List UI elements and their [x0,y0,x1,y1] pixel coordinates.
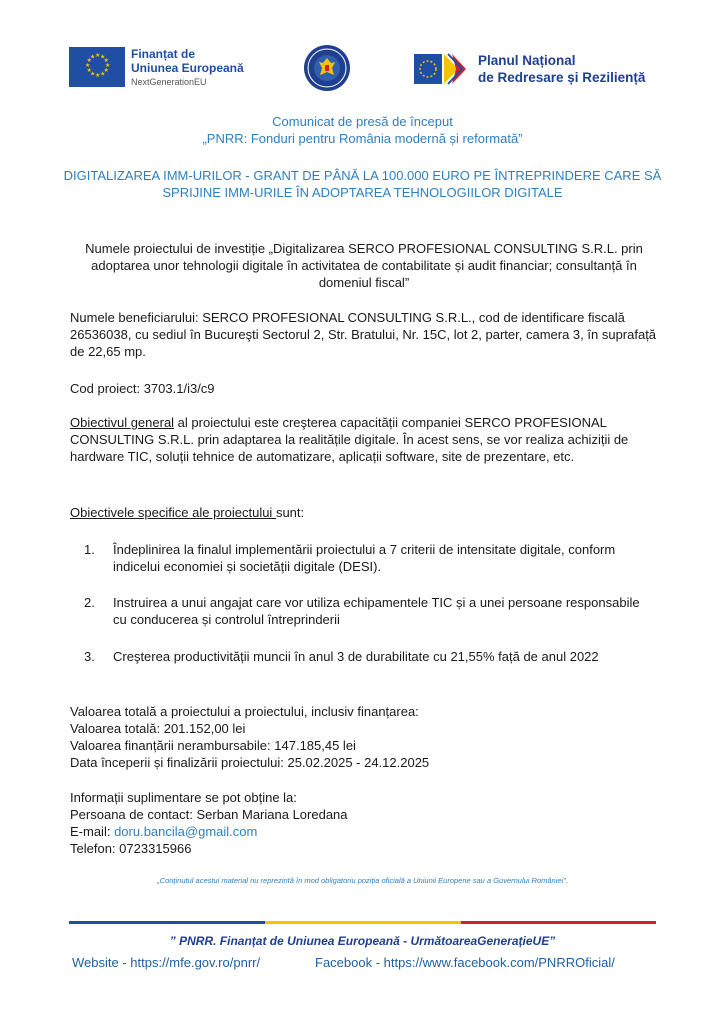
svg-text:★: ★ [86,67,92,74]
press-release-subtitle [60,113,665,147]
svg-text:★: ★ [105,62,111,69]
contact-intro: Informații suplimentare se pot obține la: [70,790,297,805]
email-link[interactable]: doru.bancila@gmail.com [114,824,258,839]
list-item-number: 3. [84,649,95,664]
footer-bar-yellow [265,921,461,924]
list-item-text: Creşterea productivității muncii în anul 3 de durabilitate cu 21,55% față de anul 2022 [113,649,599,664]
project-values [70,703,429,771]
svg-text:★: ★ [85,62,91,69]
general-objective-text: al proiectului este creşterea capacității companiei SERCO PROFESIONAL CONSULTING S.R.L. prin adaptarea la realitățile digitale. În acest sens, se vor realiza achiziții de hardware TIC, soluții tehnice de automatizare, aplicații software, site de prezentare, etc. [70,415,629,464]
eu-logo-line2: Uniunea Europeană [131,61,244,75]
svg-text:★: ★ [100,53,106,61]
facebook-link[interactable]: Facebook - https://www.facebook.com/PNRROficial/ [315,955,615,970]
specific-objectives-heading [70,504,304,521]
footer-bar-blue [69,921,265,924]
project-code: Cod proiect: 3703.1/i3/c9 [70,381,215,396]
subtitle-line1: Comunicat de presă de început [272,114,453,129]
subtitle-line2: „PNRR: Fonduri pentru România modernă și reformată” [202,131,523,146]
svg-text:★: ★ [95,72,101,79]
pnrr-logo-line1: Planul Național [478,53,576,68]
press-release-title: DIGITALIZAREA IMM-URILOR - GRANT DE PÂNĂ LA 100.000 EURO PE ÎNTREPRINDERE CARE SĂ SPRIJINE IMM-URILE ÎN ADOPTAREA TEHNOLOGIILOR DIGITALE [63,168,662,200]
specific-objectives-label: Obiectivele specifice ale proiectului [70,505,276,520]
specific-objectives-suffix: sunt: [275,505,305,520]
eu-logo-line1: Finanțat de [131,47,196,61]
contact-person: Persoana de contact: Serban Mariana Loredana [70,807,348,822]
email-label: E-mail: [70,824,115,839]
website-link[interactable]: Website - https://mfe.gov.ro/pnrr/ [72,955,261,970]
list-item-text: Îndeplinirea la finalul implementării proiectului a 7 criterii de intensitate digitale, conform indicelui economiei și societății digitale (DESI). [113,542,616,574]
beneficiary-info: Numele beneficiarului: SERCO PROFESIONAL CONSULTING S.R.L., cod de identificare fiscală 26536038, cu sediul în Bucureşti Sectorul 2, Str. Bratului, Nr. 15C, lot 2, parter, camera 3, în suprafață de 22,65 mp. [70,310,657,359]
eu-funding-logo [69,47,249,93]
svg-text:★: ★ [90,70,96,78]
list-item-text: Instruirea a unui angajat care vor utiliza echipamentele TIC și a unei persoane responsabile cu conducerea și controlul întreprinderii [113,595,640,627]
total-value: Valoarea totală: 201.152,00 lei [70,721,246,736]
pnrr-logo-icon [414,52,474,86]
project-name: Numele proiectului de investiție „Digitalizarea SERCO PROFESIONAL CONSULTING S.R.L. prin adoptarea unor tehnologii digitale în activitatea de contabilitate și audit financiar; consultanță în domeniul fiscal” [85,241,643,290]
footer-bar-red [461,921,656,924]
svg-text:★: ★ [86,57,92,64]
list-item-number: 2. [84,595,95,610]
pnrr-logo [414,50,664,92]
svg-text:★: ★ [100,70,106,78]
contact-email-line [70,823,348,840]
contact-info [70,789,348,857]
svg-text:★: ★ [103,57,109,64]
list-item-number: 1. [84,542,95,557]
eu-flag-icon [69,47,125,87]
general-objective-label: Obiectivul general [70,415,175,430]
government-of-romania-seal-icon [303,44,351,92]
values-intro: Valoarea totală a proiectului a proiectului, inclusiv finanțarea: [70,704,419,719]
non-refundable-value: Valoarea finanțării nerambursabile: 147.185,45 lei [70,738,356,753]
svg-text:★: ★ [95,52,101,59]
general-objective [70,414,670,465]
contact-phone: Telefon: 0723315966 [70,841,192,856]
svg-text:★: ★ [103,67,109,74]
footer-color-bar [69,921,656,924]
footer-title: ” PNRR. Finanțat de Uniunea Europeană - UrmătoareaGenerațieUE” [169,934,556,948]
disclaimer: „Conținutul acestui material nu reprezintă în mod obligatoriu poziția oficială a Uniunii Europene sau a Guvernului României”. [157,876,568,885]
project-dates: Data începerii și finalizării proiectului: 25.02.2025 - 24.12.2025 [70,755,430,770]
svg-text:★: ★ [90,53,96,61]
pnrr-logo-line2: de Redresare și Reziliență [478,70,646,85]
eu-logo-line3: NextGenerationEU [131,77,207,87]
